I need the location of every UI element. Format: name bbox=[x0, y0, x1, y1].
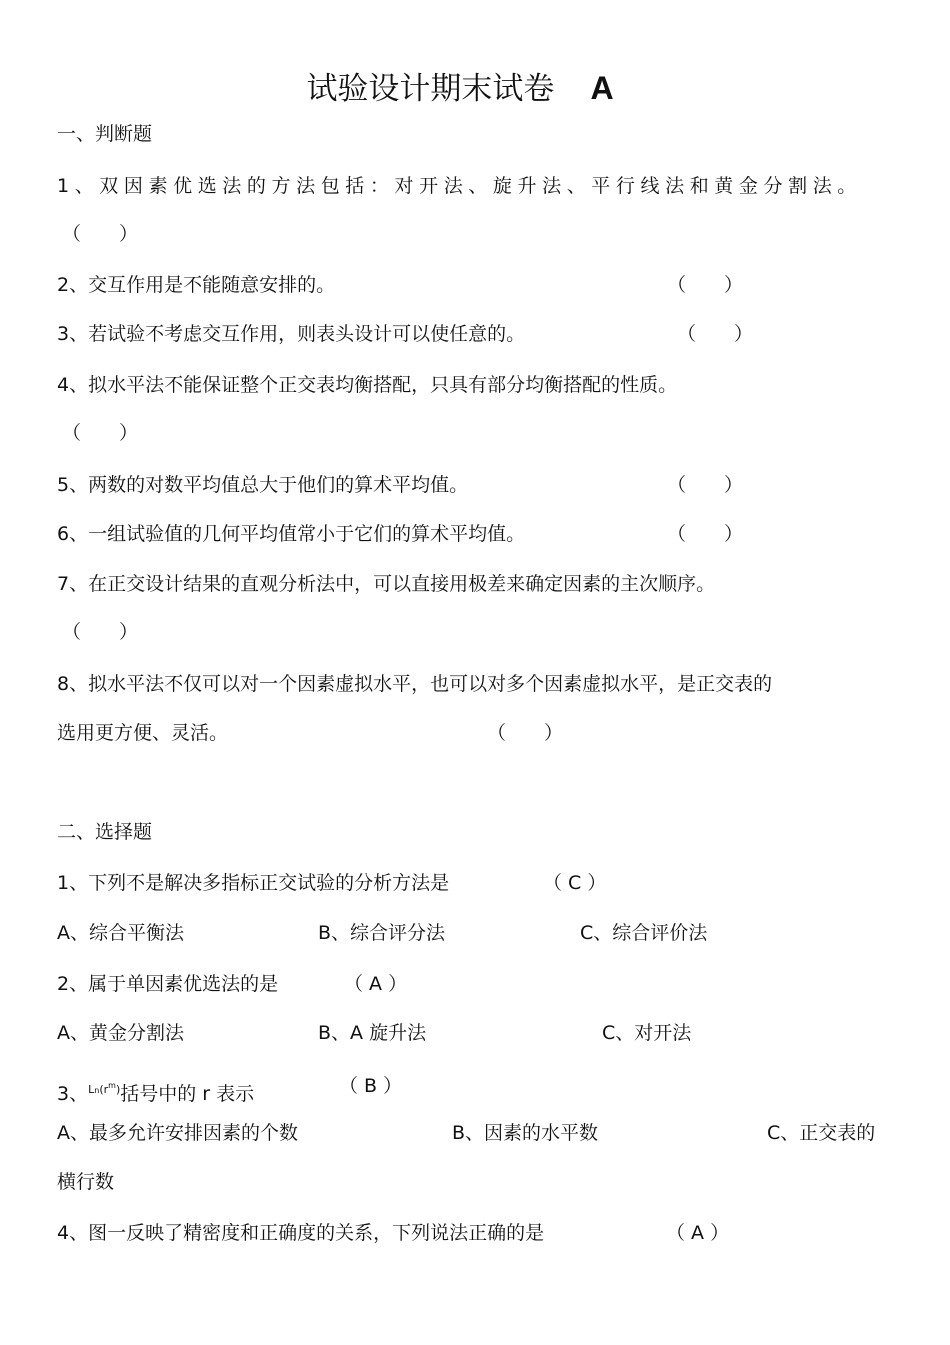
choice-q1-option-a: A、综合平衡法 bbox=[57, 922, 184, 944]
choice-q2-option-a: A、黄金分割法 bbox=[57, 1022, 184, 1044]
judge-item-7-paren: （ ） bbox=[62, 621, 139, 643]
choice-q3-line bbox=[57, 1074, 254, 1106]
choice-q3-option-c: C、正交表的 bbox=[767, 1122, 876, 1144]
judge-item-1-paren: （ ） bbox=[62, 223, 139, 245]
choice-q4-answer: （ A ） bbox=[666, 1222, 730, 1244]
choice-q3-option-b: B、因素的水平数 bbox=[452, 1122, 599, 1144]
judge-item-4-text: 4、拟水平法不能保证整个正交表均衡搭配，只具有部分均衡搭配的性质。 bbox=[57, 374, 678, 396]
judge-item-4-paren: （ ） bbox=[62, 422, 139, 444]
choice-q4-text: 4、图一反映了精密度和正确度的关系，下列说法正确的是 bbox=[57, 1222, 545, 1244]
choice-q3-prefix: 3、 bbox=[57, 1083, 89, 1105]
formula-n: n bbox=[94, 1086, 100, 1095]
section1-heading: 一、判断题 bbox=[57, 123, 153, 145]
judge-item-2-text: 2、交互作用是不能随意安排的。 bbox=[57, 274, 336, 296]
judge-item-6-text: 6、一组试验值的几何平均值常小于它们的算术平均值。 bbox=[57, 523, 526, 545]
judge-item-1-text: 1、双因素优选法的方法包括：对开法、旋升法、平行线法和黄金分割法。 bbox=[57, 175, 862, 197]
choice-q1-text: 1、下列不是解决多指标正交试验的分析方法是 bbox=[57, 872, 450, 894]
choice-q2-option-b: B、A 旋升法 bbox=[318, 1022, 427, 1044]
formula-close: ) bbox=[115, 1083, 121, 1096]
choice-q2-text: 2、属于单因素优选法的是 bbox=[57, 973, 279, 995]
judge-item-7-text: 7、在正交设计结果的直观分析法中，可以直接用极差来确定因素的主次顺序。 bbox=[57, 573, 716, 595]
judge-item-8-paren: （ ） bbox=[487, 722, 564, 744]
judge-item-6-paren: （ ） bbox=[667, 523, 744, 545]
title-version: A bbox=[590, 70, 614, 106]
choice-q2-option-c: C、对开法 bbox=[602, 1022, 692, 1044]
judge-item-5-paren: （ ） bbox=[667, 474, 744, 496]
judge-item-8-text-cont: 选用更方便、灵活。 bbox=[57, 722, 229, 744]
choice-q1-option-c: C、综合评价法 bbox=[580, 922, 708, 944]
choice-q3-text: 括号中的 r 表示 bbox=[120, 1083, 255, 1105]
judge-item-3-text: 3、若试验不考虑交互作用，则表头设计可以使任意的。 bbox=[57, 323, 526, 345]
section2-heading: 二、选择题 bbox=[57, 821, 153, 843]
formula-m: m bbox=[108, 1081, 116, 1090]
formula-r: (r bbox=[99, 1083, 109, 1096]
choice-q1-option-b: B、综合评分法 bbox=[318, 922, 446, 944]
judge-item-5-text: 5、两数的对数平均值总大于他们的算术平均值。 bbox=[57, 474, 469, 496]
choice-q3-answer: （ B ） bbox=[339, 1075, 403, 1097]
judge-item-2-paren: （ ） bbox=[667, 274, 744, 296]
choice-q3-option-c-cont: 横行数 bbox=[57, 1171, 115, 1193]
page-title bbox=[0, 68, 920, 109]
choice-q2-answer: （ A ） bbox=[344, 973, 408, 995]
choice-q3-option-a: A、最多允许安排因素的个数 bbox=[57, 1122, 298, 1144]
judge-item-8-text: 8、拟水平法不仅可以对一个因素虚拟水平，也可以对多个因素虚拟水平，是正交表的 bbox=[57, 673, 773, 695]
choice-q1-answer: （ C ） bbox=[543, 872, 607, 894]
judge-item-3-paren: （ ） bbox=[677, 323, 754, 345]
orthogonal-table-formula bbox=[88, 1083, 120, 1096]
formula-L: L bbox=[88, 1083, 95, 1096]
title-main: 试验设计期末试卷 bbox=[306, 71, 555, 107]
